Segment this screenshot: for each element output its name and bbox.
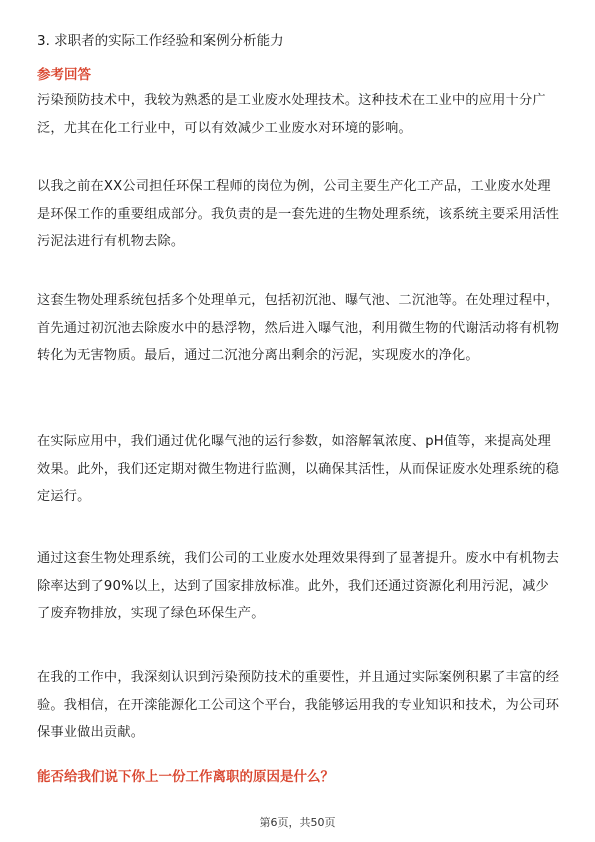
answer-paragraph-3: 这套生物处理系统包括多个处理单元，包括初沉池、曝气池、二沉池等。在处理过程中，首先通过初沉池去除废水中的悬浮物，然后进入曝气池，利用微生物的代谢活动将有机物转化为无害物质。最后，通过二沉池分离出剩余的污泥，实现废水的净化。 bbox=[37, 293, 560, 363]
answer-paragraph-4: 在实际应用中，我们通过优化曝气池的运行参数，如溶解氧浓度、pH值等，来提高处理效果。此外，我们还定期对微生物进行监测，以确保其活性，从而保证废水处理系统的稳定运行。 bbox=[37, 434, 560, 504]
answer-paragraph-6: 在我的工作中，我深刻认识到污染预防技术的重要性，并且通过实际案例积累了丰富的经验。我相信，在开滦能源化工公司这个平台，我能够运用我的专业知识和技术，为公司环保事业做出贡献。 bbox=[37, 670, 560, 740]
answer-paragraph-1: 污染预防技术中，我较为熟悉的是工业废水处理技术。这种技术在工业中的应用十分广泛，尤其在化工行业中，可以有效减少工业废水对环境的影响。 bbox=[37, 93, 546, 136]
answer-paragraph-5: 通过这套生物处理系统，我们公司的工业废水处理效果得到了显著提升。废水中有机物去除率达到了90%以上，达到了国家排放标准。此外，我们还通过资源化利用污泥，减少了废弃物排放，实现了绿色环保生产。 bbox=[37, 551, 560, 621]
question-title: 3. 求职者的实际工作经验和案例分析能力 bbox=[37, 33, 284, 49]
answer-label: 参考回答 bbox=[37, 67, 91, 83]
answer-paragraph-2: 以我之前在XX公司担任环保工程师的岗位为例，公司主要生产化工产品，工业废水处理是环保工作的重要组成部分。我负责的是一套先进的生物处理系统，该系统主要采用活性污泥法进行有机物去除。 bbox=[37, 179, 560, 249]
next-question-title: 能否给我们说下你上一份工作离职的原因是什么？ bbox=[37, 769, 334, 785]
page-footer: 第6页，共50页 bbox=[259, 816, 336, 829]
